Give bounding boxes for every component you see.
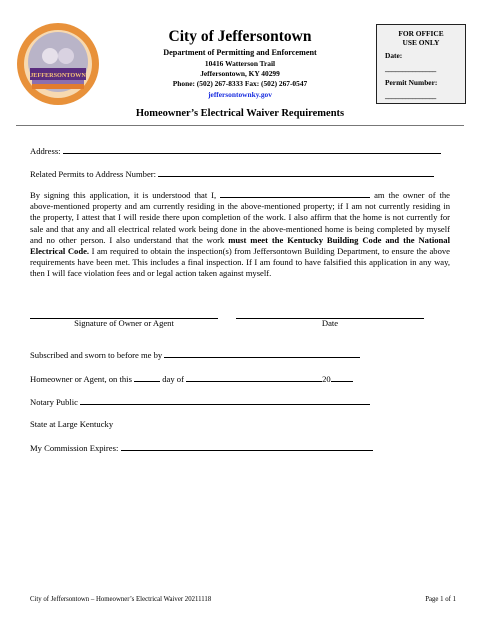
owner-name-input-line[interactable]: [220, 189, 370, 198]
state-label: State at Large Kentucky: [30, 419, 114, 429]
seal-text: JEFFERSONTOWN: [30, 72, 86, 79]
address-field: [30, 145, 441, 156]
paragraph-part-1: By signing this application, it is understood that I,: [30, 190, 217, 200]
notary-public-input-line[interactable]: [80, 396, 370, 405]
paragraph-part-3: I am required to obtain the inspection(s) from Jeffersontown Building Department, to ensure the above requirements have been met. This includes a final inspection. If I am found to have falsified this application in any way, then I will face violation fees and or legal action taken against myself.: [30, 246, 450, 279]
date-of-oath-field: [30, 373, 353, 384]
office-use-title-1: FOR OFFICE: [398, 29, 444, 38]
title-divider: [16, 125, 464, 126]
department-name: Department of Permitting and Enforcement: [163, 48, 317, 57]
office-use-title-2: USE ONLY: [402, 38, 440, 47]
sworn-label: Subscribed and sworn to before me by: [30, 350, 163, 360]
commission-label: My Commission Expires:: [30, 443, 119, 453]
address-label: Address:: [30, 146, 61, 156]
date-label: Date: [321, 318, 339, 328]
paragraph-part-2: am the owner of the above-mentioned property and am currently residing in the above-mentioned property; if I am not currently residing in the property, I attest that I will reside there upon completion of the work. I also affirm that the home is not currently for sale and that any and all electrical related work being done in the above-mentioned home is being completed by myself and no other person. I also understand that the work: [30, 190, 450, 245]
office-use-box: [376, 24, 466, 104]
sworn-input-line[interactable]: [164, 349, 360, 358]
office-date-blank[interactable]: _______________: [385, 64, 436, 73]
office-permit-blank[interactable]: _______________: [385, 91, 436, 100]
city-seal-logo: [16, 22, 100, 106]
day-of-label: day of: [162, 374, 184, 384]
commission-input-line[interactable]: [121, 442, 373, 451]
notary-public-label: Notary Public: [30, 397, 78, 407]
on-this-label: Homeowner or Agent, on this: [30, 374, 132, 384]
related-permits-field: [30, 168, 434, 179]
affidavit-paragraph: [30, 189, 450, 280]
commission-field: [30, 442, 373, 453]
address-input-line[interactable]: [63, 145, 441, 154]
address-line-1: 10416 Watterson Trail: [204, 59, 276, 68]
related-permits-label: Related Permits to Address Number:: [30, 169, 157, 179]
footer-page-number: Page 1 of 1: [425, 596, 456, 603]
website-link[interactable]: jeffersontownky.gov: [208, 90, 272, 99]
phone-fax: Phone: (502) 267-8333 Fax: (502) 267-0547: [172, 79, 308, 88]
form-title: Homeowner’s Electrical Waiver Requirements: [135, 108, 345, 119]
month-input-line[interactable]: [186, 373, 322, 382]
office-date-label: Date:: [385, 51, 403, 60]
city-name: City of Jeffersontown: [168, 28, 312, 45]
notary-public-field: [30, 396, 370, 407]
office-permit-label: Permit Number:: [385, 78, 438, 87]
year-input-line[interactable]: [331, 373, 353, 382]
sworn-field: [30, 349, 360, 360]
address-line-2: Jeffersontown, KY 40299: [200, 69, 280, 78]
footer-document-id: City of Jeffersontown – Homeowner’s Electrical Waiver 20211118: [30, 596, 212, 603]
related-permits-input-line[interactable]: [158, 168, 434, 177]
owner-signature-label: Signature of Owner or Agent: [74, 318, 174, 328]
day-input-line[interactable]: [134, 373, 160, 382]
year-prefix: 20: [322, 374, 331, 384]
paragraph-code-requirement: must meet the Kentucky Building Code and the National Electrical Code.: [30, 234, 450, 257]
